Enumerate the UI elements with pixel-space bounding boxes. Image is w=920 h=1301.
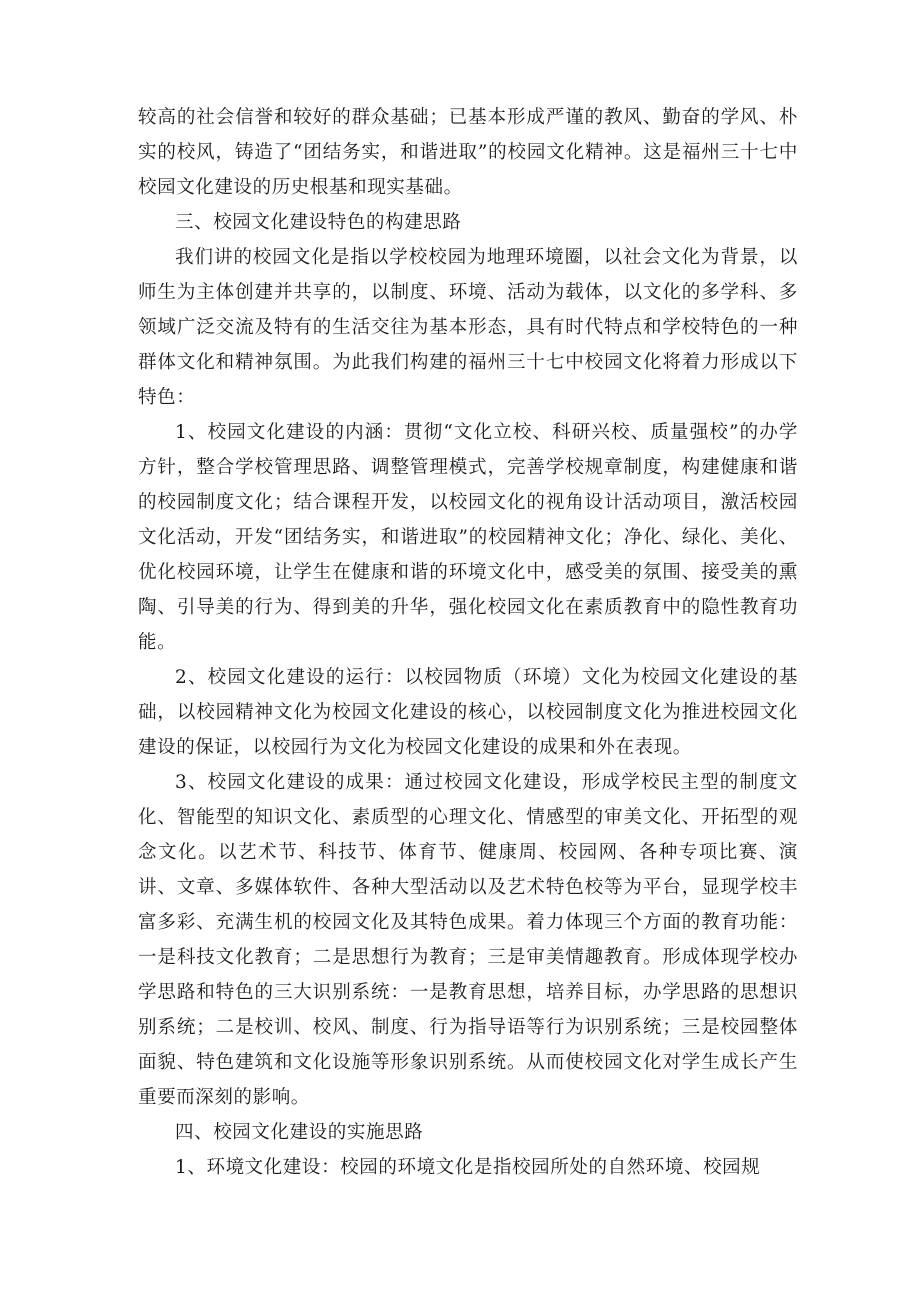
section-heading-three: 三、校园文化建设特色的构建思路 [175, 212, 462, 233]
section-heading-four: 四、校园文化建设的实施思路 [175, 1122, 424, 1143]
paragraph-operation: 2、校园文化建设的运行：以校园物质（环境）文化为校园文化建设的基础，以校园精神文化为校园文化建设的核心，以校园制度文化为推进校园文化建设的保证，以校园行为文化为校园文化建设的成果和外在表现。 [138, 667, 798, 758]
paragraph-connotation: 1、校园文化建设的内涵：贯彻“文化立校、科研兴校、质量强校”的办学方针，整合学校管理思路、调整管理模式，完善学校规章制度，构建健康和谐的校园制度文化；结合课程开发，以校园文化的视角设计活动项目，激活校园文化活动，开发“团结务实，和谐进取”的校园精神文化；净化、绿化、美化、优化校园环境，让学生在健康和谐的环境文化中，感受美的氛围、接受美的熏陶、引导美的行为、得到美的升华，强化校园文化在素质教育中的隐性教育功能。 [138, 422, 798, 653]
paragraph-campus-culture-definition: 我们讲的校园文化是指以学校校园为地理环境圈，以社会文化为背景，以师生为主体创建并共享的，以制度、环境、活动为载体，以文化的多学科、多领域广泛交流及特有的生活交往为基本形态，具有时代特点和学校特色的一种群体文化和精神氛围。为此我们构建的福州三十七中校园文化将着力形成以下特色： [138, 247, 798, 408]
paragraph-environment-culture: 1、环境文化建设：校园的环境文化是指校园所处的自然环境、校园规 [175, 1157, 761, 1178]
paragraph-achievements: 3、校园文化建设的成果：通过校园文化建设，形成学校民主型的制度文化、智能型的知识文化、素质型的心理文化、情感型的审美文化、开拓型的观念文化。以艺术节、科技节、体育节、健康周、校园网、各种专项比赛、演讲、文章、多媒体软件、各种大型活动以及艺术特色校等为平台，显现学校丰富多彩、充满生机的校园文化及其特色成果。着力体现三个方面的教育功能：一是科技文化教育；二是思想行为教育；三是审美情趣教育。形成体现学校办学思路和特色的三大识别系统：一是教育思想，培养目标，办学思路的思想识别系统；二是校训、校风、制度、行为指导语等行为识别系统；三是校园整体面貌、特色建筑和文化设施等形象识别系统。从而使校园文化对学生成长产生重要而深刻的影响。 [138, 772, 798, 1108]
document-body [138, 100, 798, 1185]
paragraph-continuation: 较高的社会信誉和较好的群众基础；已基本形成严谨的教风、勤奋的学风、朴实的校风，铸造了“团结务实，和谐进取”的校园文化精神。这是福州三十七中校园文化建设的历史根基和现实基础。 [138, 107, 798, 198]
